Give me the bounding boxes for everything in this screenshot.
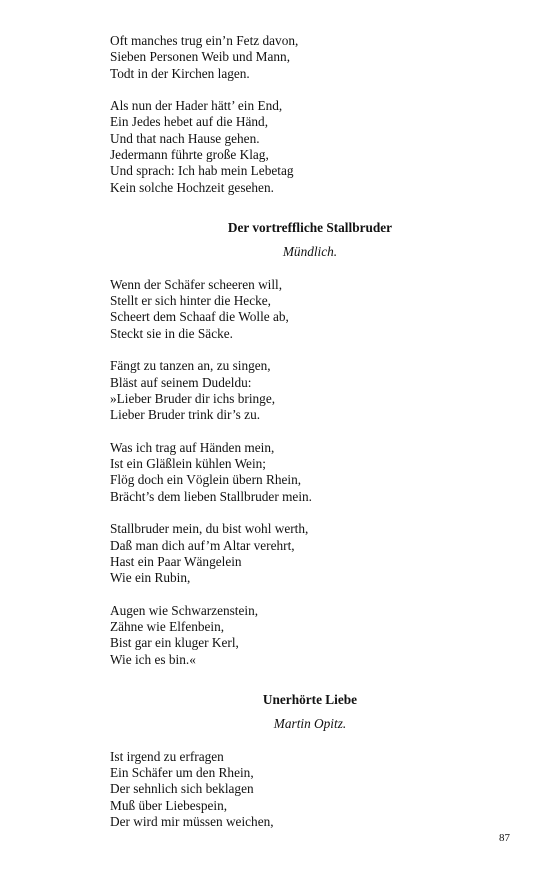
verse-line: Ein Jedes hebet auf die Händ, bbox=[110, 114, 269, 130]
verse-line: Wie ich es bin.« bbox=[110, 651, 196, 667]
verse-line: Jedermann führte große Klag, bbox=[110, 147, 269, 163]
verse-line: Wenn der Schäfer scheeren will, bbox=[110, 276, 283, 292]
verse-line: Wie ein Rubin, bbox=[110, 570, 191, 586]
stanza bbox=[110, 749, 510, 830]
verse-line: Augen wie Schwarzenstein, bbox=[110, 602, 259, 618]
verse-line: Hast ein Paar Wängelein bbox=[110, 553, 242, 569]
verse-line: Bist gar ein kluger Kerl, bbox=[110, 635, 239, 651]
verse-line: Und sprach: Ich hab mein Lebetag bbox=[110, 163, 294, 179]
verse-line: Muß über Liebespein, bbox=[110, 797, 228, 813]
poem-source: Mündlich. bbox=[282, 244, 338, 260]
verse-line: Der wird mir müssen weichen, bbox=[110, 814, 274, 830]
verse-line: Stallbruder mein, du bist wohl werth, bbox=[110, 521, 309, 537]
verse-line: Als nun der Hader hätt’ ein End, bbox=[110, 98, 283, 114]
stanza bbox=[110, 358, 510, 423]
verse-line: Stellt er sich hinter die Hecke, bbox=[110, 293, 271, 309]
poem-title: Unerhörte Liebe bbox=[262, 691, 358, 707]
stanza bbox=[110, 98, 510, 196]
verse-line: Sieben Personen Weib und Mann, bbox=[110, 49, 291, 65]
verse-line: Bläst auf seinem Dudeldu: bbox=[110, 374, 252, 390]
verse-line: Fängt zu tanzen an, zu singen, bbox=[110, 358, 271, 374]
verse-line: Was ich trag auf Händen mein, bbox=[110, 439, 275, 455]
verse-line: Flög doch ein Vöglein übern Rhein, bbox=[110, 472, 302, 488]
verse-line: Lieber Bruder trink dir’s zu. bbox=[110, 407, 261, 423]
stanza bbox=[110, 33, 510, 82]
poem-author: Martin Opitz. bbox=[273, 716, 347, 732]
verse-line: Zähne wie Elfenbein, bbox=[110, 619, 225, 635]
verse-line: Oft manches trug ein’n Fetz davon, bbox=[110, 33, 299, 48]
page-body bbox=[110, 33, 510, 830]
poem-unerhoerte-liebe bbox=[110, 692, 510, 830]
verse-line: »Lieber Bruder dir ichs bringe, bbox=[110, 390, 276, 406]
verse-line: Und that nach Hause gehen. bbox=[110, 130, 260, 146]
verse-line: Scheert dem Schaaf die Wolle ab, bbox=[110, 309, 289, 325]
verse-line: Steckt sie in die Säcke. bbox=[110, 325, 233, 341]
stanza bbox=[110, 440, 510, 505]
verse-line: Ist irgend zu erfragen bbox=[110, 748, 224, 764]
stanza bbox=[110, 603, 510, 668]
verse-line: Kein solche Hochzeit gesehen. bbox=[110, 179, 274, 195]
poem-stallbruder bbox=[110, 220, 510, 668]
poem-continuation bbox=[110, 33, 510, 196]
verse-line: Ist ein Gläßlein kühlen Wein; bbox=[110, 456, 266, 472]
stanza bbox=[110, 521, 510, 586]
verse-line: Daß man dich auf’m Altar verehrt, bbox=[110, 537, 295, 553]
stanza bbox=[110, 277, 510, 342]
verse-line: Der sehnlich sich beklagen bbox=[110, 781, 254, 797]
page-number: 87 bbox=[499, 832, 510, 844]
verse-line: Todt in der Kirchen lagen. bbox=[110, 65, 250, 81]
verse-line: Ein Schäfer um den Rhein, bbox=[110, 765, 254, 781]
poem-title: Der vortreffliche Stallbruder bbox=[227, 219, 393, 235]
verse-line: Brächt’s dem lieben Stallbruder mein. bbox=[110, 488, 312, 504]
